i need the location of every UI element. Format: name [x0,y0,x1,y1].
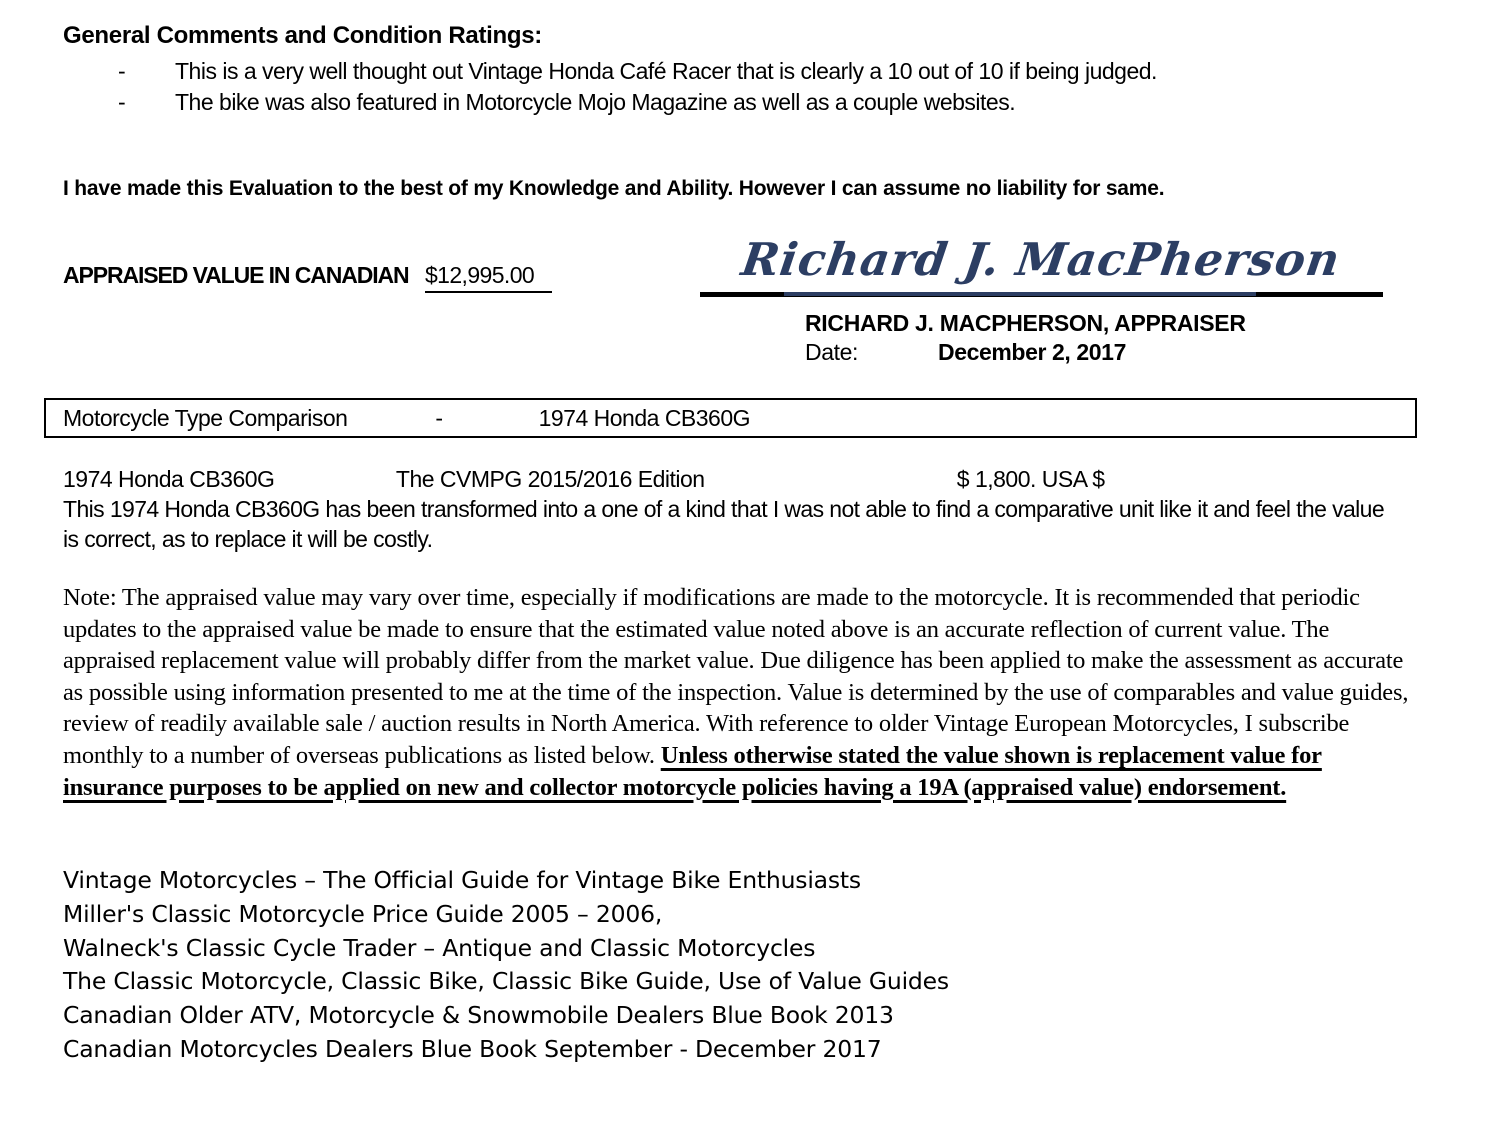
comparison-box-subject: 1974 Honda CB360G [538,404,751,431]
list-item: Canadian Motorcycles Dealers Blue Book September - December 2017 [63,1034,882,1063]
list-item: Vintage Motorcycles – The Official Guide for Vintage Bike Enthusiasts [63,866,861,894]
appraisal-date-row [805,339,1126,366]
signature-underline-accent [784,292,1256,296]
list-item: Canadian Older ATV, Motorcycle & Snowmobile Dealers Blue Book 2013 [63,1001,894,1030]
note-emphasis-text: Unless otherwise stated the value shown is replacement value for insurance purposes to be applied on new and collector motorcycle policies having a 19A (appraised value) endorsement. [63,741,1322,801]
valuation-note [63,582,1418,803]
note-regular-text: Note: The appraised value may vary over time, especially if modifications are made to the motorcycle. It is recommended that periodic updates to the appraised value be made to ensure that the estimated value noted above is an accurate reflection of current value. The appraised replacement value will probably differ from the market value. Due diligence has been applied to make the assessment as accurate as possible using information presented to me at the time of the inspection. Value is determined by the use of comparables and value guides, review of readily available sale / auction results in North America. With reference to older Vintage European Motorcycles, I subscribe monthly to a number of overseas publications as listed below. [63,584,1409,769]
comparison-model: 1974 Honda CB360G [63,466,275,492]
appraiser-signature: Richard J. MacPherson [738,233,1344,286]
appraiser-name: RICHARD J. MACPHERSON, APPRAISER [805,310,1246,336]
list-item: Miller's Classic Motorcycle Price Guide 2005 – 2006, [63,899,663,928]
motorcycle-type-comparison-box [44,398,1417,438]
appraised-value-label: APPRAISED VALUE IN CANADIAN [63,262,409,288]
date-label: Date: [805,339,858,365]
comparison-box-separator: - [435,404,443,431]
reference-publications-list [63,864,949,1067]
liability-disclaimer: I have made this Evaluation to the best of my Knowledge and Ability. However I can assume no liability for same. [63,177,1165,200]
appraised-value-amount: $12,995.00 [425,262,552,293]
comparison-box-title: Motorcycle Type Comparison [63,404,348,431]
bullet-text: This is a very well thought out Vintage Honda Café Racer that is clearly a 10 out of 10 if being judged. [175,58,1157,84]
bullet-dash: - [118,58,126,84]
comparison-price: $ 1,800. USA $ [956,466,1105,492]
comparison-guide: The CVMPG 2015/2016 Edition [395,466,705,492]
list-item [63,87,1323,118]
bullet-dash: - [118,89,126,115]
general-comments-heading: General Comments and Condition Ratings: [63,22,542,49]
list-item [63,56,1323,87]
bullet-text: The bike was also featured in Motorcycle Mojo Magazine as well as a couple websites. [175,89,1016,115]
comments-bullet-list [63,56,1323,118]
signature-line [700,292,1383,297]
comparison-commentary: This 1974 Honda CB360G has been transformed into a one of a kind that I was not able to find a comparative unit like it and feel the value is correct, as to replace it will be costly. [63,496,1385,552]
appraised-value-row [63,262,552,289]
list-item: The Classic Motorcycle, Classic Bike, Classic Bike Guide, Use of Value Guides [63,967,949,996]
comparison-data-row [63,466,1105,493]
list-item: Walneck's Classic Cycle Trader – Antique and Classic Motorcycles [63,933,816,962]
date-value: December 2, 2017 [938,339,1126,365]
